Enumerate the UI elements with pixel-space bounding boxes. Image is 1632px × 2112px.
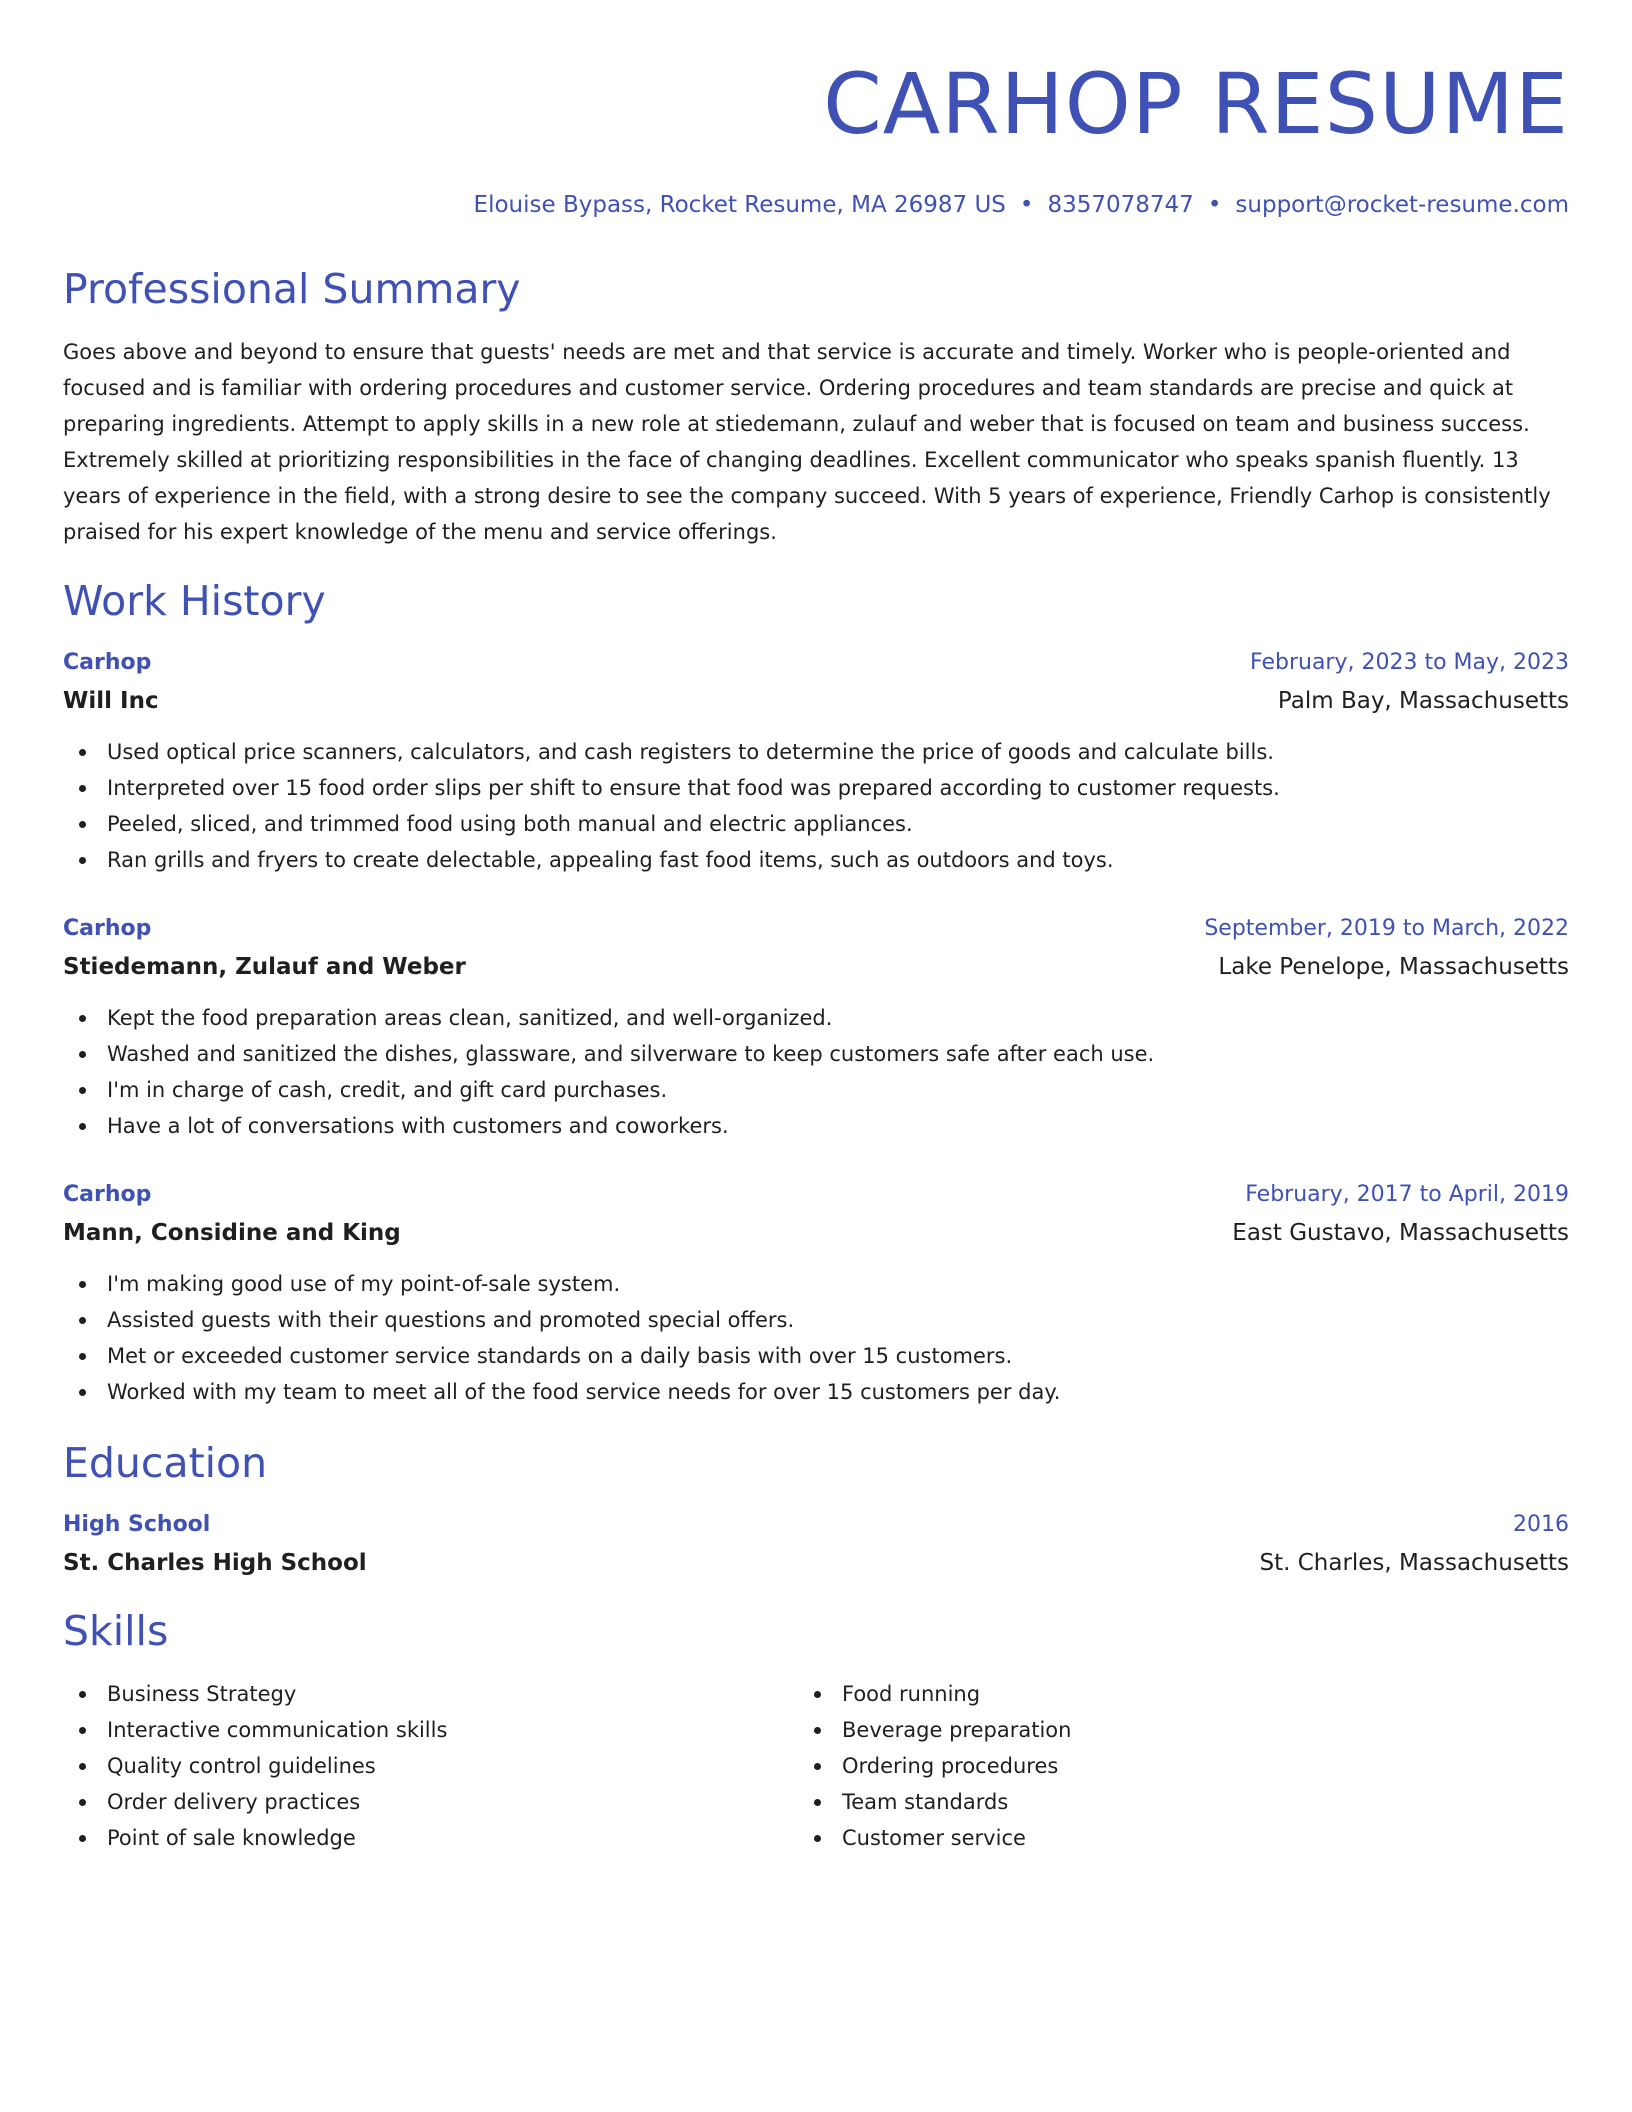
resume-header xyxy=(63,0,1569,220)
job-duty: Met or exceeded customer service standards on a daily basis with over 15 customers. xyxy=(107,1344,1013,1368)
bullet-icon xyxy=(79,1317,86,1324)
job-duty: Worked with my team to meet all of the food service needs for over 15 customers per day. xyxy=(107,1380,1061,1404)
bullet-icon xyxy=(79,857,86,864)
skill-item: Customer service xyxy=(842,1826,1026,1850)
education-entry xyxy=(63,1510,1569,1578)
bullet-icon xyxy=(79,1087,86,1094)
job-duty: I'm in charge of cash, credit, and gift card purchases. xyxy=(107,1078,668,1102)
bullet-icon xyxy=(79,1051,86,1058)
skills-list xyxy=(63,1676,798,1856)
job-duty: Used optical price scanners, calculators, and cash registers to determine the price of goods and calculate bills. xyxy=(107,740,1274,764)
skills-column-right xyxy=(798,1666,1533,1856)
contact-phone: 8357078747 xyxy=(1047,192,1194,218)
list-item xyxy=(63,770,1569,806)
bullet-icon xyxy=(79,1015,86,1022)
work-entry-subheader xyxy=(63,1218,1569,1248)
job-duty: Peeled, sliced, and trimmed food using both manual and electric appliances. xyxy=(107,812,913,836)
resume-title: CARHOP RESUME xyxy=(823,55,1569,153)
bullet-icon xyxy=(79,1727,86,1734)
bullet-icon xyxy=(814,1763,821,1770)
job-dates: September, 2019 to March, 2022 xyxy=(1204,916,1569,941)
work-entry xyxy=(63,1180,1569,1410)
bullet-icon xyxy=(814,1727,821,1734)
list-item xyxy=(63,1676,798,1712)
job-dates: February, 2023 to May, 2023 xyxy=(1250,650,1569,675)
skill-item: Order delivery practices xyxy=(107,1790,361,1814)
graduation-year: 2016 xyxy=(1513,1512,1569,1537)
bullet-icon xyxy=(79,1389,86,1396)
list-item xyxy=(63,1374,1569,1410)
education-subheader xyxy=(63,1548,1569,1578)
skills-column-left xyxy=(63,1666,798,1856)
work-entry xyxy=(63,648,1569,878)
list-item xyxy=(798,1820,1533,1856)
work-entry-subheader xyxy=(63,952,1569,982)
list-item xyxy=(63,1712,798,1748)
job-duty: Washed and sanitized the dishes, glassware, and silverware to keep customers safe after each use. xyxy=(107,1042,1155,1066)
bullet-icon xyxy=(79,1281,86,1288)
bullet-icon xyxy=(79,1353,86,1360)
skill-item: Interactive communication skills xyxy=(107,1718,448,1742)
work-entry-header xyxy=(63,914,1569,944)
contact-separator: • xyxy=(1207,192,1222,218)
skill-item: Team standards xyxy=(842,1790,1009,1814)
bullet-icon xyxy=(79,1799,86,1806)
list-item xyxy=(63,1338,1569,1374)
bullet-icon xyxy=(79,1763,86,1770)
skill-item: Food running xyxy=(842,1682,981,1706)
school-name: St. Charles High School xyxy=(63,1550,367,1576)
bullet-icon xyxy=(814,1835,821,1842)
section-title-summary: Professional Summary xyxy=(63,265,521,313)
bullet-icon xyxy=(814,1799,821,1806)
bullet-icon xyxy=(79,749,86,756)
bullet-icon xyxy=(79,1835,86,1842)
company-name: Will Inc xyxy=(63,688,159,714)
work-entry-header xyxy=(63,648,1569,678)
list-item xyxy=(798,1676,1533,1712)
list-item xyxy=(63,1784,798,1820)
summary-text: Goes above and beyond to ensure that guests' needs are met and that service is accurate and timely. Worker who is people-oriented and focused and is familiar with ordering procedures and customer service. Ordering procedures and team standards are precise and quick at preparing ingredients. Attempt to apply skills in a new role at stiedemann, zulauf and weber that is focused on team and business success. Extremely skilled at prioritizing responsibilities in the face of changing deadlines. Excellent communicator who speaks spanish fluently. 13 years of experience in the field, with a strong desire to see the company succeed. With 5 years of experience, Friendly Carhop is consistently praised for his expert knowledge of the menu and service offerings. xyxy=(63,340,1551,544)
job-location: Lake Penelope, Massachusetts xyxy=(1218,954,1569,980)
skill-item: Quality control guidelines xyxy=(107,1754,376,1778)
section-title-skills: Skills xyxy=(63,1607,169,1655)
school-location: St. Charles, Massachusetts xyxy=(1259,1550,1569,1576)
list-item xyxy=(63,1000,1569,1036)
job-duty: Ran grills and fryers to create delectable, appealing fast food items, such as outdoors and toys. xyxy=(107,848,1114,872)
list-item xyxy=(798,1712,1533,1748)
list-item xyxy=(63,1266,1569,1302)
job-duties-list xyxy=(63,1266,1569,1410)
job-title: Carhop xyxy=(63,650,152,675)
contact-address: Elouise Bypass, Rocket Resume, MA 26987 US xyxy=(473,192,1006,218)
list-item xyxy=(63,1820,798,1856)
contact-line xyxy=(63,190,1569,220)
work-entry xyxy=(63,914,1569,1144)
skills-grid xyxy=(63,1666,1569,1856)
skills-list xyxy=(798,1676,1533,1856)
contact-separator: • xyxy=(1019,192,1034,218)
list-item xyxy=(63,842,1569,878)
list-item xyxy=(63,734,1569,770)
bullet-icon xyxy=(79,785,86,792)
job-duty: I'm making good use of my point-of-sale system. xyxy=(107,1272,621,1296)
job-title: Carhop xyxy=(63,916,152,941)
job-duty: Assisted guests with their questions and promoted special offers. xyxy=(107,1308,795,1332)
job-duties-list xyxy=(63,734,1569,878)
work-entry-header xyxy=(63,1180,1569,1210)
bullet-icon xyxy=(814,1691,821,1698)
job-duty: Have a lot of conversations with customers and coworkers. xyxy=(107,1114,729,1138)
section-title-education: Education xyxy=(63,1439,268,1487)
job-title: Carhop xyxy=(63,1182,152,1207)
skill-item: Business Strategy xyxy=(107,1682,297,1706)
section-title-work-history: Work History xyxy=(63,577,326,625)
list-item xyxy=(798,1784,1533,1820)
list-item xyxy=(798,1748,1533,1784)
job-duties-list xyxy=(63,1000,1569,1144)
contact-email: support@rocket-resume.com xyxy=(1235,192,1569,218)
bullet-icon xyxy=(79,1123,86,1130)
company-name: Mann, Considine and King xyxy=(63,1220,401,1246)
skill-item: Beverage preparation xyxy=(842,1718,1072,1742)
work-entry-subheader xyxy=(63,686,1569,716)
degree-name: High School xyxy=(63,1512,211,1537)
skill-item: Ordering procedures xyxy=(842,1754,1059,1778)
job-duty: Kept the food preparation areas clean, sanitized, and well-organized. xyxy=(107,1006,833,1030)
skill-item: Point of sale knowledge xyxy=(107,1826,356,1850)
education-header xyxy=(63,1510,1569,1540)
list-item xyxy=(63,1108,1569,1144)
job-location: East Gustavo, Massachusetts xyxy=(1232,1220,1569,1246)
list-item xyxy=(63,1036,1569,1072)
list-item xyxy=(63,1072,1569,1108)
job-dates: February, 2017 to April, 2019 xyxy=(1245,1182,1569,1207)
bullet-icon xyxy=(79,821,86,828)
list-item xyxy=(63,1748,798,1784)
list-item xyxy=(63,1302,1569,1338)
list-item xyxy=(63,806,1569,842)
job-location: Palm Bay, Massachusetts xyxy=(1277,688,1569,714)
bullet-icon xyxy=(79,1691,86,1698)
job-duty: Interpreted over 15 food order slips per shift to ensure that food was prepared according to customer requests. xyxy=(107,776,1280,800)
company-name: Stiedemann, Zulauf and Weber xyxy=(63,954,466,980)
